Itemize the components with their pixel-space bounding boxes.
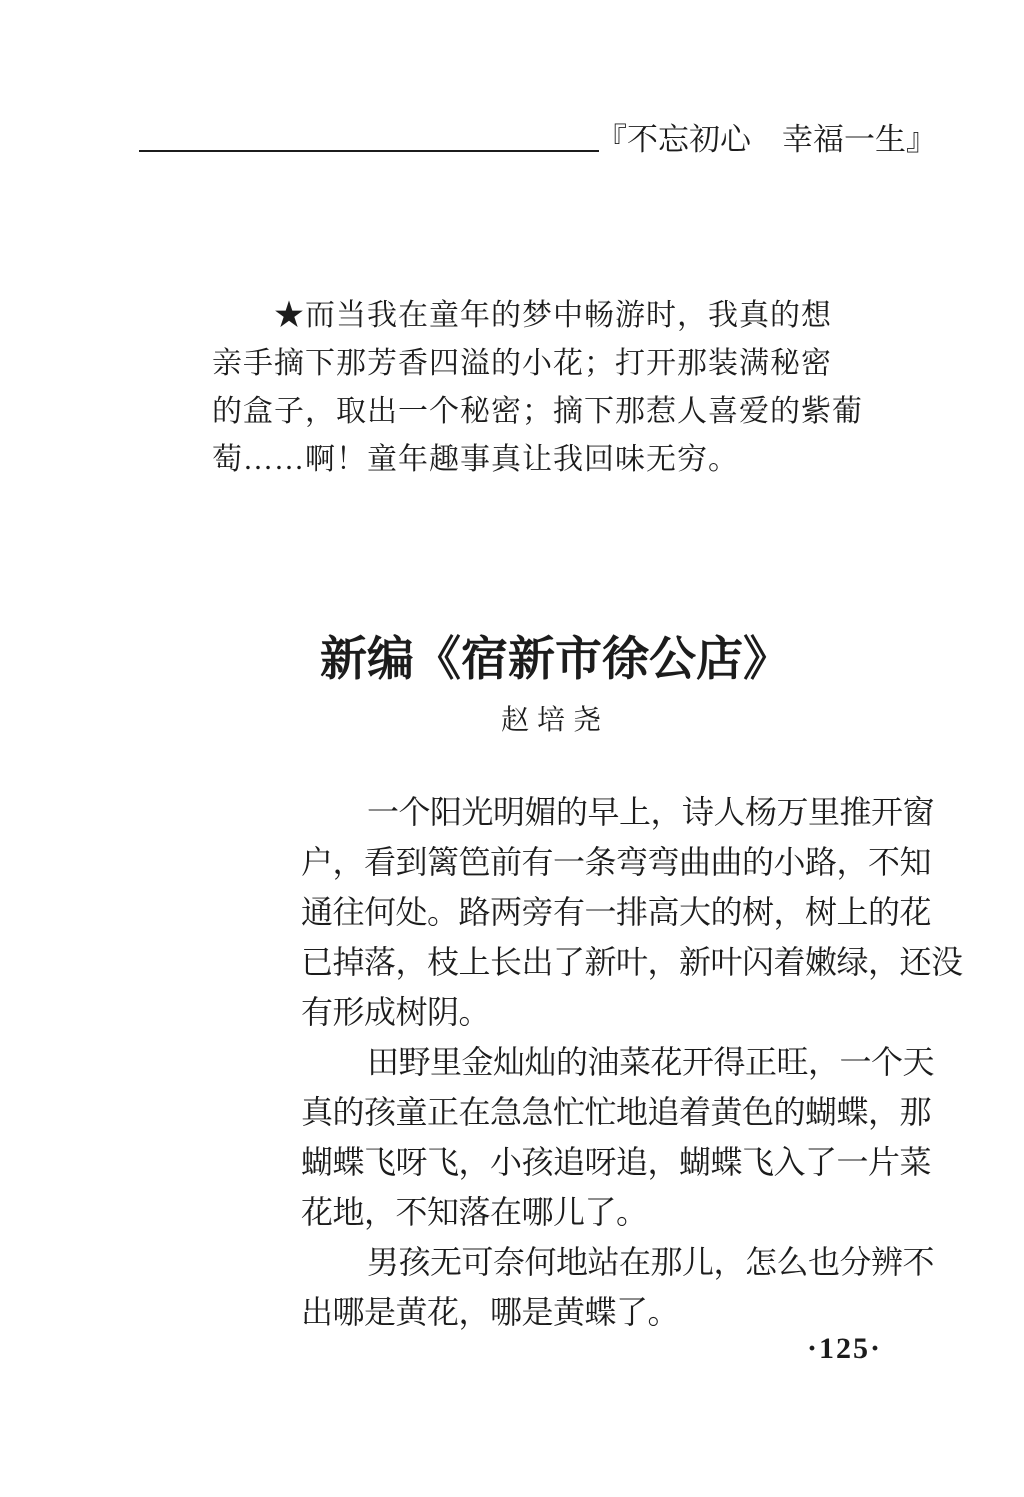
- body-line: 出哪是黄花，哪是黄蝶了。: [301, 1294, 680, 1330]
- page-number: ·125·: [806, 1332, 882, 1365]
- body-line: 已掉落，枝上长出了新叶，新叶闪着嫩绿，还没: [301, 944, 963, 980]
- star-note: [212, 292, 862, 484]
- body-line: 一个阳光明媚的早上，诗人杨万里推开窗: [367, 794, 935, 830]
- paragraph-3: [301, 1237, 935, 1337]
- body-line: 花地，不知落在哪儿了。: [301, 1194, 648, 1230]
- article-title: 新编《宿新市徐公店》: [320, 634, 790, 686]
- body-line: 有形成树阴。: [301, 994, 491, 1030]
- paragraph-2: [301, 1037, 935, 1237]
- star-note-line: 亲手摘下那芳香四溢的小花；打开那装满秘密: [212, 347, 832, 380]
- article-body: [301, 787, 963, 1337]
- article-author: 赵培尧: [500, 705, 609, 736]
- star-note-line: 萄……啊！童年趣事真让我回味无穷。: [212, 443, 739, 476]
- body-line: 户，看到篱笆前有一条弯弯曲曲的小路，不知: [301, 844, 932, 880]
- header-rule: [139, 150, 599, 152]
- running-head-title: 『不忘初心 幸福一生』: [596, 122, 937, 157]
- body-line: 蝴蝶飞呀飞，小孩追呀追，蝴蝶飞入了一片菜: [301, 1144, 932, 1180]
- star-note-line: 的盒子，取出一个秘密；摘下那惹人喜爱的紫葡: [212, 395, 863, 428]
- body-line: 真的孩童正在急急忙忙地追着黄色的蝴蝶，那: [301, 1094, 932, 1130]
- body-line: 田野里金灿灿的油菜花开得正旺，一个天: [367, 1044, 935, 1080]
- body-line: 通往何处。路两旁有一排高大的树，树上的花: [301, 894, 932, 930]
- body-line: 男孩无可奈何地站在那儿，怎么也分辨不: [367, 1244, 935, 1280]
- star-note-line: ★而当我在童年的梦中畅游时，我真的想: [274, 299, 832, 332]
- paragraph-1: [301, 787, 963, 1037]
